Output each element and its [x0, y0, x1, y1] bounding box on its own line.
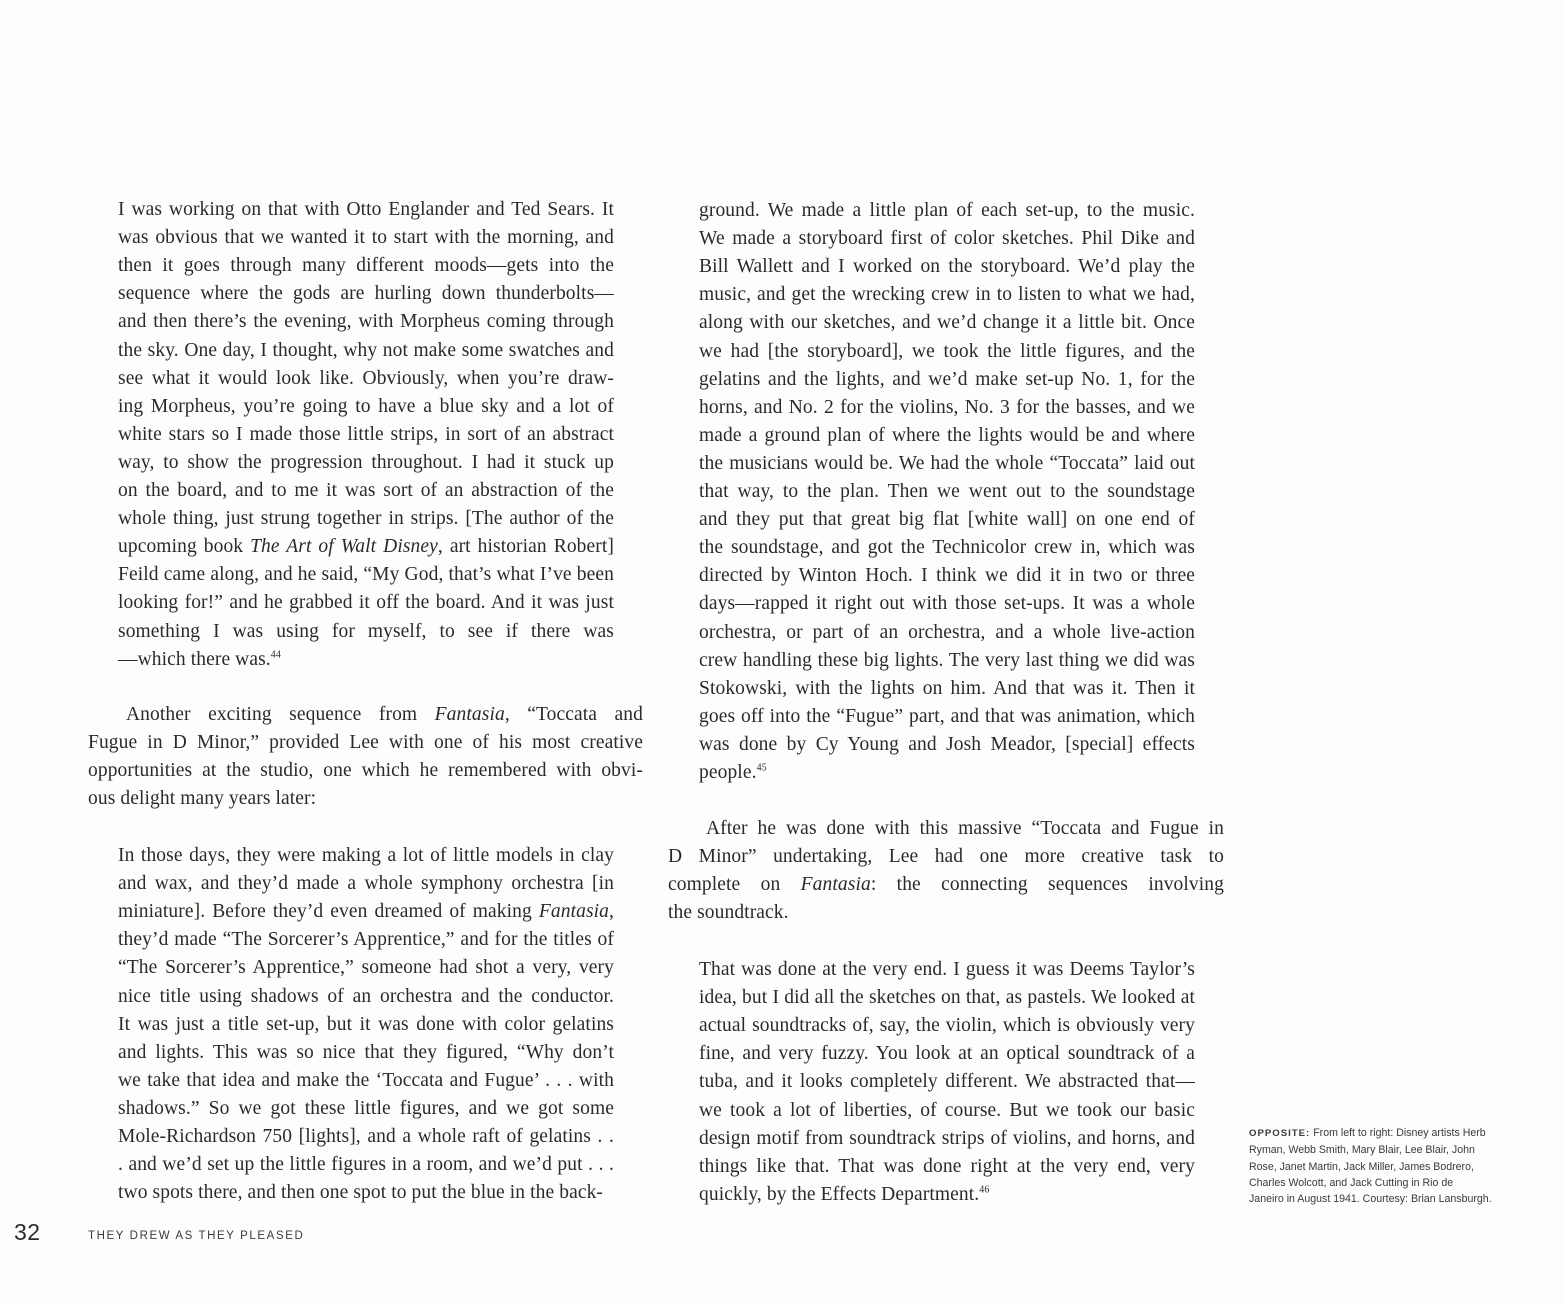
- text-line: whole thing, just strung together in strips. [The author of the: [118, 508, 614, 530]
- text-line: and lights. This was so nice that they figured, “Why don’t: [118, 1041, 614, 1063]
- text-line: ground. We made a little plan of each set-up, to the music.: [699, 200, 1195, 221]
- text-line: that way, to the plan. Then we went out to the soundstage: [699, 481, 1195, 502]
- text-line: Fugue in D Minor,” provided Lee with one of his most creative: [88, 732, 643, 754]
- text-line: made a ground plan of where the lights would be and where: [699, 424, 1195, 446]
- text-line: gelatins and the lights, and we’d make set-up No. 1, for the: [699, 368, 1195, 390]
- text-line: and then there’s the evening, with Morpheus coming through: [118, 311, 614, 333]
- text-line: days—rapped it right out with those set-ups. It was a whole: [699, 593, 1195, 615]
- caption-label: OPPOSITE:: [1249, 1128, 1311, 1139]
- text-line: D Minor” undertaking, Lee had one more creative task to: [668, 846, 1224, 868]
- text-line: two spots there, and then one spot to put the blue in the back-: [118, 1182, 604, 1204]
- text-line: design motif from soundtrack strips of violins, and horns, and: [699, 1127, 1195, 1149]
- photo-caption: [1249, 1125, 1519, 1207]
- text-line: After he was done with this massive “Toccata and Fugue in: [706, 818, 1224, 839]
- text-line: opportunities at the studio, one which he remembered with obvi-: [88, 760, 643, 782]
- text-line: see what it would look like. Obviously, when you’re draw-: [118, 367, 614, 389]
- text-line: idea, but I did all the sketches on that, as pastels. We looked at: [699, 987, 1195, 1009]
- text-line: actual soundtracks of, say, the violin, which is obviously very: [699, 1015, 1195, 1037]
- text-line: directed by Winton Hoch. I think we did it in two or three: [699, 565, 1195, 587]
- text-line: orchestra, or part of an orchestra, and a whole live-action: [699, 621, 1195, 643]
- text-line: along with our sketches, and we’d change it a little bit. Once: [699, 312, 1195, 334]
- text-line: That was done at the very end. I guess it was Deems Taylor’s: [699, 959, 1195, 980]
- text-line: sequence where the gods are hurling down thunderbolts—: [118, 283, 614, 305]
- text-line: Stokowski, with the lights on him. And that was it. Then it: [699, 677, 1195, 699]
- text-line: miniature]. Before they’d even dreamed of making Fantasia,: [118, 901, 614, 923]
- text-line: horns, and No. 2 for the violins, No. 3 for the basses, and we: [699, 396, 1195, 418]
- footnote-ref: 45: [756, 762, 767, 774]
- text-line: the sky. One day, I thought, why not make some swatches and: [118, 339, 614, 361]
- text-line: goes off into the “Fugue” part, and that was animation, which: [699, 705, 1195, 727]
- text-line: looking for!” and he grabbed it off the board. And it was just: [118, 592, 614, 614]
- text-line: Feild came along, and he said, “My God, that’s what I’ve been: [118, 564, 614, 586]
- text-line: nice title using shadows of an orchestra and the conductor.: [118, 985, 614, 1007]
- text-line: the musicians would be. We had the whole “Toccata” laid out: [699, 452, 1195, 474]
- running-head: THEY DREW AS THEY PLEASED: [88, 1230, 305, 1242]
- text-line: was obvious that we wanted it to start with the morning, and: [118, 227, 614, 249]
- text-line: Another exciting sequence from Fantasia, “Toccata and: [126, 704, 643, 725]
- text-line: ous delight many years later:: [88, 788, 317, 810]
- text-line: In those days, they were making a lot of little models in clay: [118, 845, 614, 866]
- text-line: ing Morpheus, you’re going to have a blue sky and a lot of: [118, 395, 614, 417]
- page-number: 32: [14, 1219, 41, 1245]
- caption-line: Rose, Janet Martin, Jack Miller, James Bodrero,: [1249, 1160, 1474, 1173]
- text-line: fine, and very fuzzy. You look at an optical soundtrack of a: [699, 1043, 1195, 1065]
- text-line: then it goes through many different moods—gets into the: [118, 255, 614, 277]
- text-line: we had [the storyboard], we took the little figures, and the: [699, 340, 1195, 362]
- text-line: quickly, by the Effects Department.$^{46}$: [699, 1183, 990, 1205]
- text-line: upcoming book The Art of Walt Disney, art historian Robert]: [118, 536, 614, 558]
- footnote-ref: 44: [270, 649, 281, 661]
- text-line: Mole-Richardson 750 [lights], and a whole raft of gelatins . .: [118, 1126, 614, 1147]
- text-line: crew handling these big lights. The very last thing we did was: [699, 649, 1195, 671]
- text-line: things like that. That was done right at the very end, very: [699, 1155, 1195, 1177]
- text-line: Bill Wallett and I worked on the storyboard. We’d play the: [699, 256, 1195, 278]
- text-line: It was just a title set-up, but it was done with color gelatins: [118, 1013, 614, 1035]
- text-line: “The Sorcerer’s Apprentice,” someone had shot a very, very: [118, 957, 614, 979]
- text-line: way, to show the progression throughout. I had it stuck up: [118, 451, 614, 473]
- text-line: tuba, and it looks completely different. We abstracted that—: [699, 1071, 1195, 1093]
- text-line: people.$^{45}$: [699, 762, 767, 783]
- text-line: we took a lot of liberties, of course. But we took our basic: [699, 1099, 1195, 1121]
- text-line: I was working on that with Otto Englander and Ted Sears. It: [118, 199, 614, 220]
- caption-line: From left to right: Disney artists Herb: [1313, 1127, 1486, 1139]
- text-line: and wax, and they’d made a whole symphony orchestra [in: [118, 873, 614, 895]
- text-line: was done by Cy Young and Josh Meador, [special] effects: [699, 733, 1195, 755]
- text-line: shadows.” So we got these little figures, and we got some: [118, 1097, 614, 1119]
- caption-line: Ryman, Webb Smith, Mary Blair, Lee Blair, John: [1249, 1144, 1475, 1157]
- text-line: they’d made “The Sorcerer’s Apprentice,” and for the titles of: [118, 929, 614, 951]
- caption-line: Janeiro in August 1941. Courtesy: Brian Lansburgh.: [1249, 1193, 1492, 1206]
- text-line: the soundtrack.: [668, 902, 789, 924]
- text-line: on the board, and to me it was sort of an abstraction of the: [118, 480, 614, 501]
- caption-line: Charles Wolcott, and Jack Cutting in Rio de: [1249, 1176, 1454, 1189]
- text-line: the soundstage, and got the Technicolor crew in, which was: [699, 537, 1195, 559]
- footnote-ref: 46: [979, 1184, 990, 1196]
- text-line: white stars so I made those little strips, in sort of an abstract: [118, 423, 614, 445]
- text-line: We made a storyboard first of color sketches. Phil Dike and: [699, 228, 1195, 250]
- text-line: we take that idea and make the ‘Toccata and Fugue’ . . . with: [118, 1069, 614, 1091]
- text-line: . and we’d set up the little figures in a room, and we’d put . . .: [118, 1154, 614, 1176]
- text-line: something I was using for myself, to see if there was: [118, 620, 614, 642]
- text-line: —which there was.$^{44}$: [118, 648, 281, 670]
- text-line: and they put that great big flat [white wall] on one end of: [699, 509, 1195, 531]
- text-line: complete on Fantasia: the connecting sequences involving: [668, 874, 1224, 896]
- text-line: music, and get the wrecking crew in to listen to what we had,: [699, 284, 1195, 306]
